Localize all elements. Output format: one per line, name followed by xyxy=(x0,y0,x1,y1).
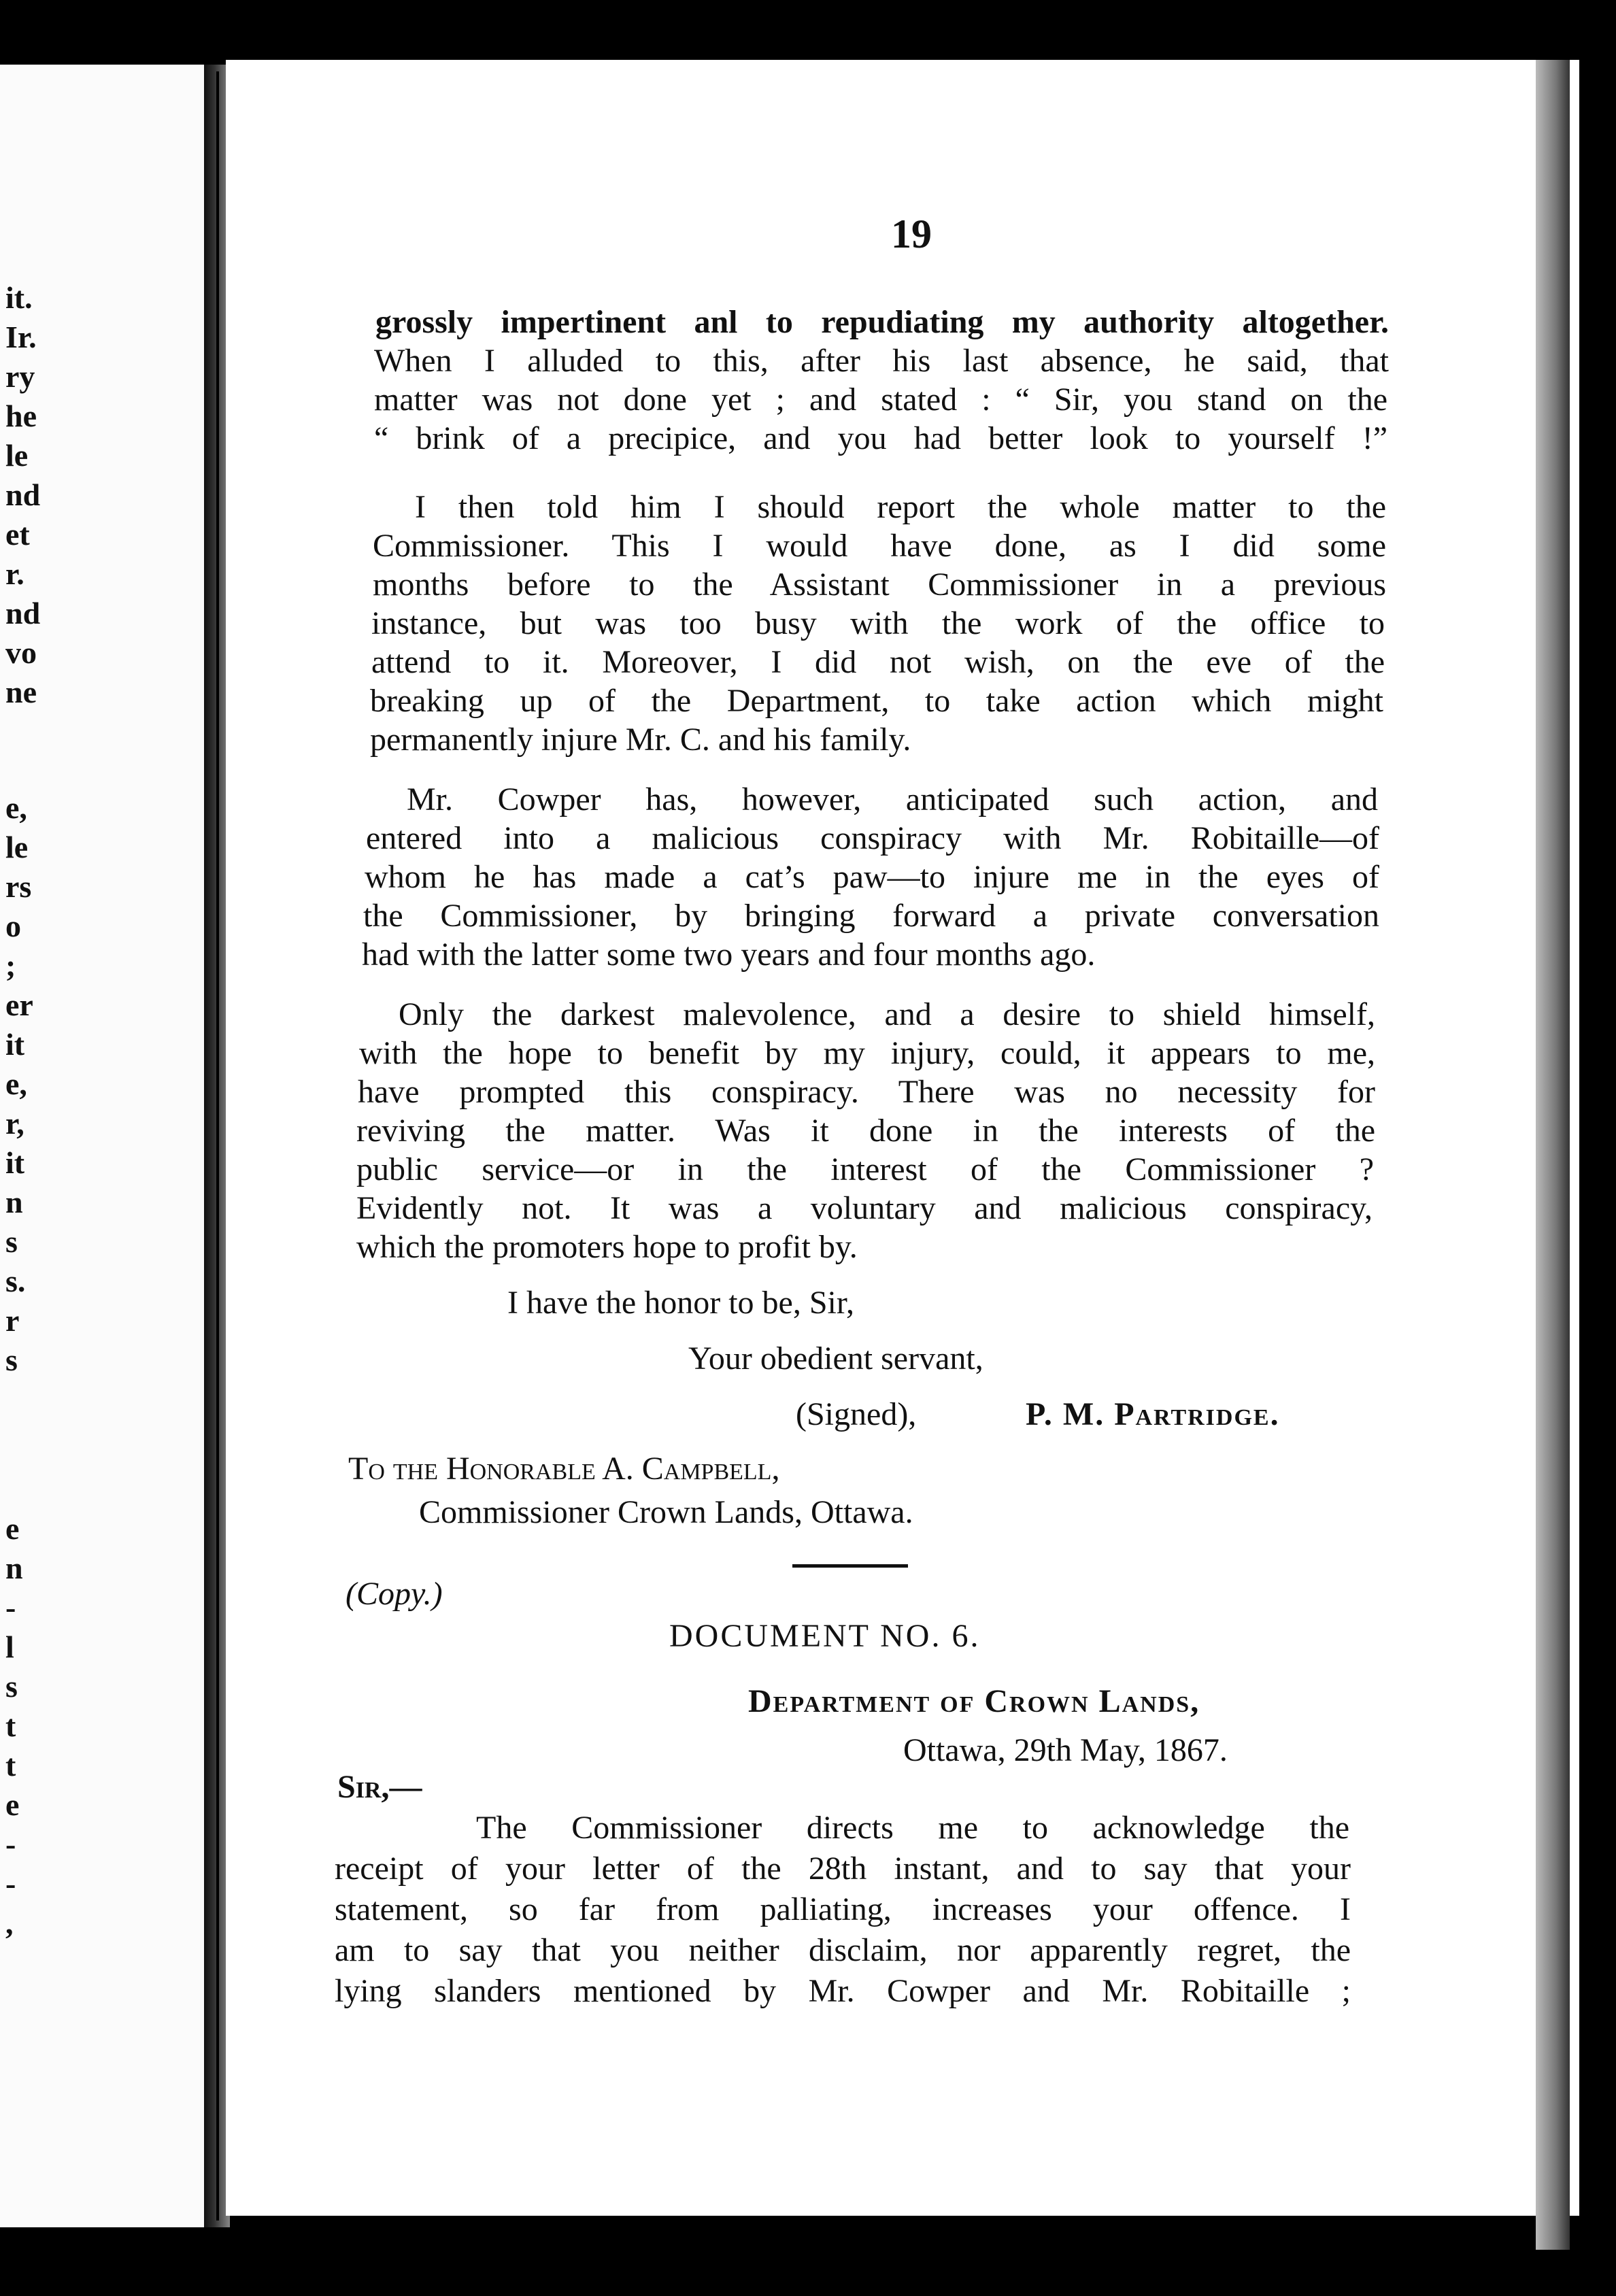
left-fragment: it xyxy=(5,1027,25,1062)
copy-label: (Copy.) xyxy=(346,1576,443,1612)
section-divider xyxy=(792,1564,908,1568)
para5-line: The Commissioner directs me to acknowledge the xyxy=(476,1810,1349,1846)
left-fragment: nd xyxy=(5,477,41,512)
para2-line: Commissioner. This I would have done, as I did some xyxy=(373,528,1386,564)
para2-line: months before to the Assistant Commissioner in a previous xyxy=(373,567,1386,603)
para4-line: Evidently not. It was a voluntary and malicious conspiracy, xyxy=(356,1190,1373,1226)
addressee-line1: To the Honorable A. Campbell, xyxy=(348,1451,780,1487)
left-fragment: Ir. xyxy=(5,320,37,354)
para5-line: am to say that you neither disclaim, nor apparently regret, the xyxy=(335,1932,1351,1968)
left-fragment: et xyxy=(5,517,30,552)
left-fragment: - xyxy=(5,1590,16,1625)
closing-servant: Your obedient servant, xyxy=(688,1340,983,1377)
left-fragment: s xyxy=(5,1669,18,1704)
left-fragment: e xyxy=(5,1511,20,1546)
left-fragment: er xyxy=(5,987,33,1022)
page-edge-shadow xyxy=(1536,60,1570,2250)
para3-line: entered into a malicious conspiracy with Mr. Robitaille—of xyxy=(366,820,1379,856)
closing-honor: I have the honor to be, Sir, xyxy=(507,1285,854,1321)
left-fragment: l xyxy=(5,1630,14,1664)
para3-line: whom he has made a cat’s paw—to injure me in the eyes of xyxy=(365,859,1379,895)
left-fragment: s. xyxy=(5,1264,26,1298)
para4-line: with the hope to benefit by my injury, could, it appears to me, xyxy=(359,1035,1375,1071)
para3-line: Mr. Cowper has, however, anticipated such action, and xyxy=(407,781,1378,817)
document-title: DOCUMENT NO. 6. xyxy=(669,1618,981,1654)
left-fragment: e, xyxy=(5,790,27,825)
left-fragment: ne xyxy=(5,675,37,709)
left-fragment: rs xyxy=(5,869,32,904)
para2-line: breaking up of the Department, to take action which might xyxy=(370,683,1383,719)
left-fragment: r, xyxy=(5,1106,24,1141)
left-fragment: it. xyxy=(5,280,33,315)
left-fragment: - xyxy=(5,1827,16,1861)
left-fragment: s xyxy=(5,1343,18,1377)
para1-line: matter was not done yet ; and stated : “ Sir, you stand on the xyxy=(374,382,1387,418)
para4-line: Only the darkest malevolence, and a desire to shield himself, xyxy=(399,996,1375,1032)
left-fragment: t xyxy=(5,1748,16,1783)
para3-line: the Commissioner, by bringing forward a private conversation xyxy=(363,898,1379,934)
left-fragment: s xyxy=(5,1224,18,1259)
left-fragment: n xyxy=(5,1185,23,1219)
salutation: Sir,— xyxy=(337,1769,422,1805)
left-fragment: vo xyxy=(5,635,37,670)
left-fragment: ry xyxy=(5,359,35,394)
para2-line: attend to it. Moreover, I did not wish, on the eve of the xyxy=(371,644,1385,680)
left-fragment: e, xyxy=(5,1066,27,1101)
para1-line: When I alluded to this, after his last absence, he said, that xyxy=(374,343,1389,379)
left-fragment: , xyxy=(5,1906,14,1940)
addressee-line2: Commissioner Crown Lands, Ottawa. xyxy=(419,1494,913,1530)
left-fragment: le xyxy=(5,830,29,864)
para3-line: had with the latter some two years and four months ago. xyxy=(362,936,1096,973)
left-fragment: le xyxy=(5,438,29,473)
para1-line: grossly impertinent anl to repudiating my authority altogether. xyxy=(375,304,1389,340)
para5-line: lying slanders mentioned by Mr. Cowper and Mr. Robitaille ; xyxy=(335,1973,1351,2009)
para1-line: “ brink of a precipice, and you had better look to yourself !” xyxy=(374,420,1387,456)
left-fragment: e xyxy=(5,1787,20,1822)
left-fragment: nd xyxy=(5,596,41,630)
signature: P. M. Partridge. xyxy=(1026,1396,1280,1432)
previous-page-edge xyxy=(0,65,204,2227)
left-fragment: he xyxy=(5,399,37,433)
para4-line: reviving the matter. Was it done in the interests of the xyxy=(356,1113,1375,1149)
para2-line: permanently injure Mr. C. and his family. xyxy=(370,722,911,758)
closing-signed: (Signed), xyxy=(796,1396,917,1432)
left-fragment: - xyxy=(5,1866,16,1901)
left-fragment: n xyxy=(5,1551,23,1585)
left-fragment: t xyxy=(5,1708,16,1743)
para4-line: have prompted this conspiracy. There was no necessity for xyxy=(358,1074,1375,1110)
para5-line: statement, so far from palliating, increases your offence. I xyxy=(335,1891,1351,1927)
para4-line: public service—or in the interest of the Commissioner ? xyxy=(356,1151,1374,1187)
para5-line: receipt of your letter of the 28th instant, and to say that your xyxy=(335,1851,1351,1887)
para4-line: which the promoters hope to profit by. xyxy=(356,1229,858,1265)
para2-line: I then told him I should report the whole matter to the xyxy=(415,489,1386,525)
dept-line1: Department of Crown Lands, xyxy=(748,1683,1200,1719)
left-fragment: ; xyxy=(5,948,16,983)
left-fragment: r xyxy=(5,1303,20,1338)
left-fragment: o xyxy=(5,909,21,943)
left-fragment: r. xyxy=(5,556,24,591)
para2-line: instance, but was too busy with the work of the office to xyxy=(371,605,1385,641)
left-fragment: it xyxy=(5,1145,25,1180)
gutter-shadow-line xyxy=(216,71,219,2221)
page-number: 19 xyxy=(891,212,932,256)
dept-line2: Ottawa, 29th May, 1867. xyxy=(903,1732,1228,1768)
